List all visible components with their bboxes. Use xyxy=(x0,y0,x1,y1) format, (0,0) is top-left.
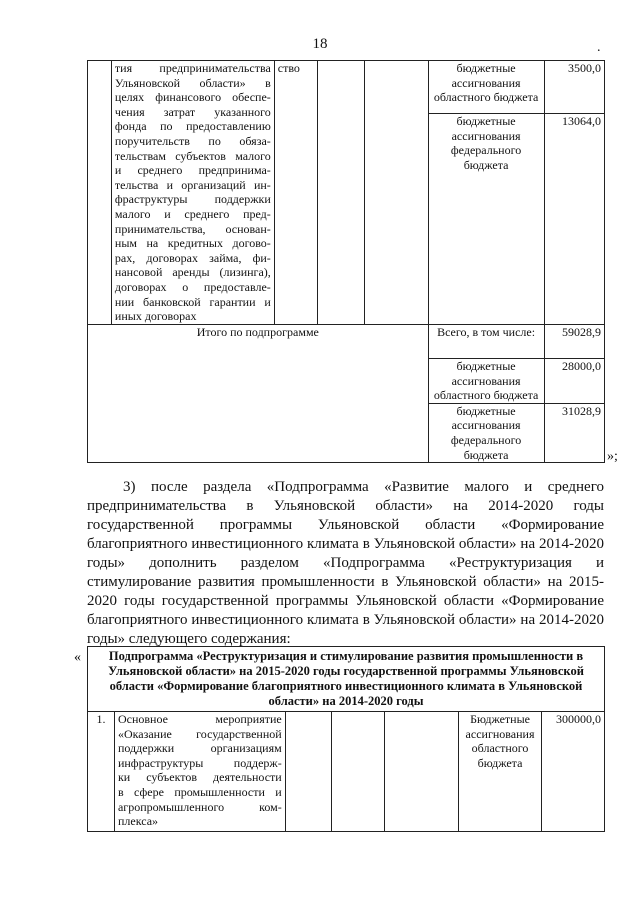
measure-line: тия предпринимательства xyxy=(114,61,271,75)
measure-line: фонда по предоставлению xyxy=(114,119,271,134)
total-value: 59028,9 xyxy=(544,325,604,359)
empty-cell xyxy=(331,712,385,832)
measure-text-cell xyxy=(111,61,274,325)
row-number: 1. xyxy=(88,712,115,832)
empty-cell xyxy=(364,61,428,325)
measure-line: и среднего предпринима- xyxy=(114,163,271,178)
funding-value: 13064,0 xyxy=(544,114,604,325)
funding-value: 3500,0 xyxy=(544,61,604,114)
measure-line: агропромышленного ком- xyxy=(117,799,282,814)
measure-line: нансовой аренды (лизинга), xyxy=(114,265,271,280)
funding-source: бюджетные ассигнования областного бюджета xyxy=(428,61,544,114)
measure-line: принимательства, основан- xyxy=(114,221,271,236)
measure-line: инфраструктуры поддерж- xyxy=(117,755,282,770)
measure-line: ным на кредитных догово- xyxy=(114,236,271,251)
total-source: бюджетные ассигнования федерального бюджета xyxy=(428,403,544,462)
measure-line: поручительств по обяза- xyxy=(114,133,271,148)
total-label: Итого по подпрограмме xyxy=(88,325,429,463)
empty-cell xyxy=(385,712,459,832)
empty-cell xyxy=(285,712,331,832)
measure-line: иных договорах xyxy=(114,309,197,324)
measure-line: поддержки организациям xyxy=(117,741,282,756)
continuation-table xyxy=(87,60,605,463)
measure-line: тельства и организаций ин- xyxy=(114,177,271,192)
measure-line: тельствам субъектов малого xyxy=(114,148,271,163)
opening-quote: « xyxy=(74,650,81,665)
total-value: 31028,9 xyxy=(544,403,604,462)
body-paragraph xyxy=(87,478,604,649)
measure-line: Ульяновской области» в xyxy=(114,75,271,90)
measure-text-cell xyxy=(114,712,285,832)
total-value: 28000,0 xyxy=(544,359,604,404)
measure-line: в сфере промышленности и xyxy=(117,784,282,799)
paragraph-text: 3) после раздела «Подпрограмма «Развитие малого и среднего предпринимательства в Ульяновской области» на 2014-2020 годы государственной программы Ульяновской области «Формирование благоприятного инвестиционного климата в Ульяновской области» на 2014-2020 годы» дополнить разделом «Подпрограмма «Реструктуризация и стимулирование развития промышленности в Ульяновской области» на 2015-2020 годы государственной программы Ульяновской области «Формирование благоприятного инвестиционного климата в Ульяновской области» на 2014-2020 годы» следующего содержания: xyxy=(87,479,604,647)
measure-line: Основное мероприятие xyxy=(117,712,282,726)
measure-line: ки субъектов деятельности xyxy=(117,770,282,785)
measure-line: чения затрат указанного xyxy=(114,104,271,119)
measure-line: фраструктуры поддержки xyxy=(114,192,271,207)
measure-line: малого и среднего пред- xyxy=(114,206,271,221)
page-number: 18 xyxy=(312,36,328,52)
closing-quote: »; xyxy=(607,449,618,464)
corner-mark: . xyxy=(597,40,601,55)
measure-line: договорах о предоставле- xyxy=(114,279,271,294)
funding-value: 300000,0 xyxy=(542,712,605,832)
total-source: Всего, в том числе: xyxy=(428,325,544,359)
measure-line: рах, договорах займа, фи- xyxy=(114,250,271,265)
measure-line: целях финансового обеспе- xyxy=(114,90,271,105)
total-source: бюджетные ассигнования областного бюджета xyxy=(428,359,544,404)
measure-line: плекса» xyxy=(117,814,159,829)
subprogram-table xyxy=(87,646,605,832)
executor-cell: ство xyxy=(274,61,317,325)
num-cell xyxy=(88,61,112,325)
empty-cell xyxy=(318,61,365,325)
subprogram-heading: Подпрограмма «Реструктуризация и стимулирование развития промышленности в Ульяновской области» на 2015-2020 годы государственной программы Ульяновской области «Формирование благоприятного инвестиционного климата в Ульяновской области» на 2014-2020 годы xyxy=(88,647,605,712)
funding-source: Бюджетные ассигнования областного бюджета xyxy=(459,712,542,832)
measure-line: «Оказание государственной xyxy=(117,726,282,741)
funding-source: бюджетные ассигнования федерального бюджета xyxy=(428,114,544,325)
measure-line: нии банковской гарантии и xyxy=(114,294,271,309)
